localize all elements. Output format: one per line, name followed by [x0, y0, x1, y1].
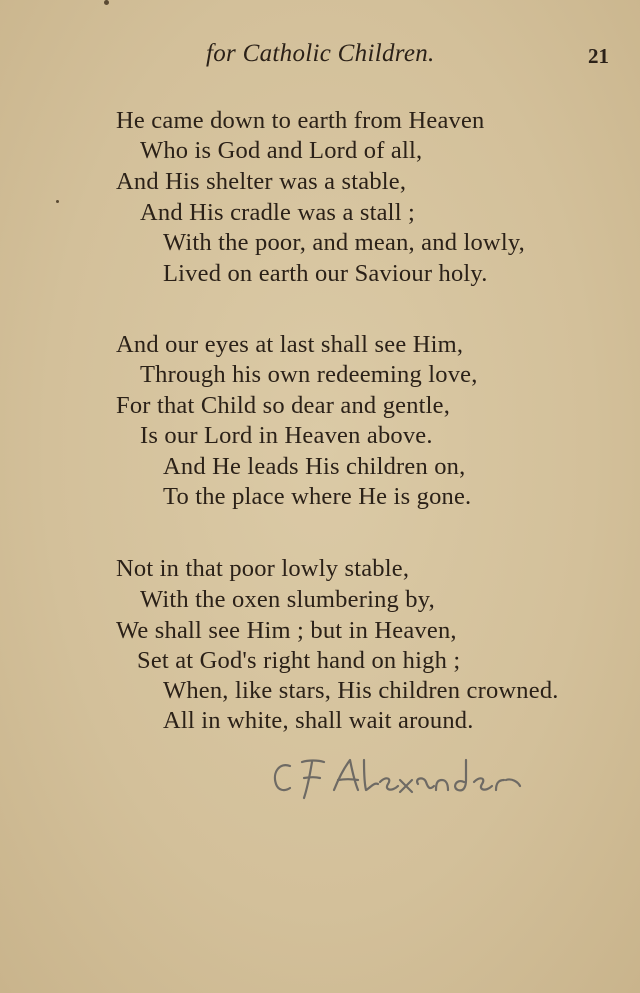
poem-line: We shall see Him ; but in Heaven,	[116, 617, 457, 644]
poem-line: Lived on earth our Saviour holy.	[163, 260, 488, 287]
ink-speck	[104, 0, 109, 5]
poem-line: He came down to earth from Heaven	[116, 107, 485, 134]
running-title: for Catholic Children.	[206, 40, 435, 67]
poem-line: Not in that poor lowly stable,	[116, 555, 410, 582]
poem-line: With the poor, and mean, and lowly,	[163, 229, 526, 256]
poem-line: And His cradle was a stall ;	[140, 199, 416, 226]
poem-line: Is our Lord in Heaven above.	[140, 422, 433, 449]
poem-line: And our eyes at last shall see Him,	[116, 331, 464, 358]
poem-line: Set at God's right hand on high ;	[137, 647, 461, 674]
poem-line: To the place where He is gone.	[163, 483, 472, 510]
poem-line: Through his own redeeming love,	[140, 361, 478, 388]
poem-line: Who is God and Lord of all,	[140, 137, 423, 164]
poem-line: And He leads His children on,	[163, 453, 466, 480]
poem-line: And His shelter was a stable,	[116, 168, 407, 195]
poem-line: When, like stars, His children crowned.	[163, 677, 559, 704]
poem-line: With the oxen slumbering by,	[140, 586, 435, 613]
handwritten-signature	[268, 752, 584, 808]
ink-speck	[56, 200, 59, 203]
page-number: 21	[588, 44, 609, 68]
poem-line: For that Child so dear and gentle,	[116, 392, 451, 419]
poem-line: All in white, shall wait around.	[163, 707, 474, 734]
